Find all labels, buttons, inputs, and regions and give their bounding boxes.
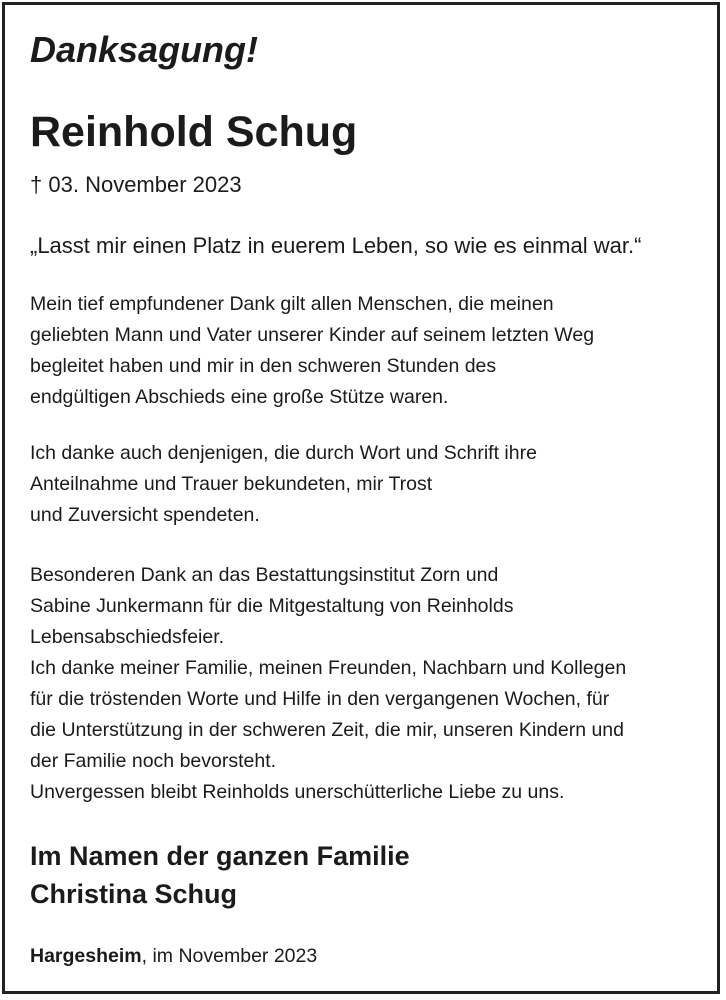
paragraph-line: Ich danke meiner Familie, meinen Freunden, Nachbarn und Kollegen (30, 657, 627, 679)
paragraph-line: Unvergessen bleibt Reinholds unerschütterliche Liebe zu uns. (30, 781, 565, 803)
deceased-name: Reinhold Schug (30, 108, 358, 156)
place-name: Hargesheim (30, 945, 142, 967)
paragraph-line: und Zuversicht spendeten. (30, 504, 260, 526)
thanks-paragraph-3 (30, 560, 626, 808)
paragraph-line: für die tröstenden Worte und Hilfe in den vergangenen Wochen, für (30, 688, 610, 710)
paragraph-line: geliebten Mann und Vater unserer Kinder auf seinem letzten Weg (30, 324, 595, 346)
thanks-paragraph-2 (30, 438, 537, 531)
paragraph-line: Mein tief empfundener Dank gilt allen Menschen, die meinen (30, 293, 554, 315)
death-date-line (30, 170, 242, 200)
signature-block (30, 837, 410, 913)
signer-name: Christina Schug (30, 879, 238, 909)
paragraph-line: die Unterstützung in der schweren Zeit, die mir, unseren Kindern und (30, 719, 624, 741)
paragraph-line: Ich danke auch denjenigen, die durch Wort und Schrift ihre (30, 442, 537, 464)
paragraph-line: der Familie noch bevorsteht. (30, 750, 277, 772)
cross-icon: † (30, 172, 43, 197)
thanks-heading: Danksagung! (30, 29, 259, 70)
paragraph-line: Anteilnahme und Trauer bekundeten, mir Trost (30, 473, 433, 495)
death-date: 03. November 2023 (48, 172, 242, 197)
place-date-line (30, 941, 317, 971)
signature-line: Im Namen der ganzen Familie (30, 841, 410, 871)
paragraph-line: Sabine Junkermann für die Mitgestaltung von Reinholds (30, 595, 514, 617)
date-text: , im November 2023 (141, 945, 318, 967)
paragraph-line: Besonderen Dank an das Bestattungsinstitut Zorn und (30, 564, 499, 586)
paragraph-line: Lebensabschiedsfeier. (30, 626, 225, 648)
paragraph-line: begleitet haben und mir in den schweren Stunden des (30, 355, 497, 377)
paragraph-line: endgültigen Abschieds eine große Stütze waren. (30, 386, 449, 408)
memorial-quote: „Lasst mir einen Platz in euerem Leben, so wie es einmal war.“ (30, 233, 642, 258)
thanks-paragraph-1 (30, 289, 594, 413)
